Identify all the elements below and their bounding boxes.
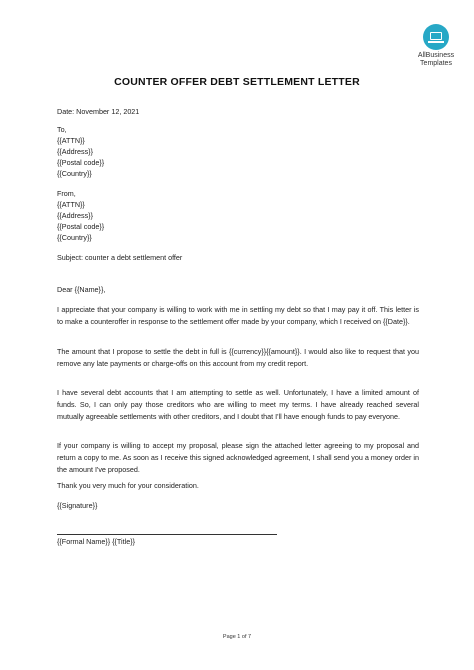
to-attn: {{ATTN}} bbox=[57, 136, 85, 145]
salutation: Dear {{Name}}, bbox=[57, 285, 106, 294]
to-country: {{Country}} bbox=[57, 169, 92, 178]
logo-text bbox=[406, 52, 466, 68]
from-attn: {{ATTN}} bbox=[57, 200, 85, 209]
from-address: {{Address}} bbox=[57, 211, 93, 220]
page-number: Page 1 of 7 bbox=[222, 634, 252, 640]
from-postal-code: {{Postal code}} bbox=[57, 222, 105, 231]
logo-line-2: Templates bbox=[420, 60, 452, 67]
brand-logo bbox=[406, 24, 466, 68]
laptop-icon bbox=[423, 24, 449, 50]
to-postal-code: {{Postal code}} bbox=[57, 158, 105, 167]
paragraph-4: If your company is willing to accept my proposal, please sign the attached letter agreeing to my proposal and return a copy to me. As soon as I receive this signed acknowledged agreement, I shall send you a money order in the amount I've proposed. bbox=[57, 441, 419, 475]
signature-line bbox=[57, 534, 277, 535]
formal-name-title: {{Formal Name}} {{Title}} bbox=[57, 537, 136, 546]
signature-placeholder: {{Signature}} bbox=[57, 501, 98, 510]
from-label: From, bbox=[57, 189, 76, 198]
logo-line-1: AllBusiness bbox=[417, 52, 455, 59]
to-label: To, bbox=[57, 125, 67, 134]
paragraph-2: The amount that I propose to settle the debt in full is {{currency}}{{amount}}. I would also like to request that you remove any late payments or charge-offs on this account from my credit report. bbox=[57, 347, 419, 369]
paragraph-3: I have several debt accounts that I am attempting to settle as well. Unfortunately, I have a limited amount of funds. So, I can only pay those creditors who are willing to meet my terms. I have already reached several mutually agreeable settlements with other creditors, and I doubt that I'll have enough funds to pay everyone. bbox=[57, 388, 419, 422]
paragraph-1: I appreciate that your company is willing to work with me in settling my debt so that I may pay it off. This letter is to make a counteroffer in response to the settlement offer made by your company, which I received on {{Date}}. bbox=[57, 305, 419, 327]
subject-line: Subject: counter a debt settlement offer bbox=[57, 253, 183, 262]
letter-title: COUNTER OFFER DEBT SETTLEMENT LETTER bbox=[114, 76, 360, 88]
to-address: {{Address}} bbox=[57, 147, 93, 156]
date-line: Date: November 12, 2021 bbox=[57, 107, 140, 116]
from-country: {{Country}} bbox=[57, 233, 92, 242]
closing-line: Thank you very much for your consideration. bbox=[57, 481, 199, 490]
